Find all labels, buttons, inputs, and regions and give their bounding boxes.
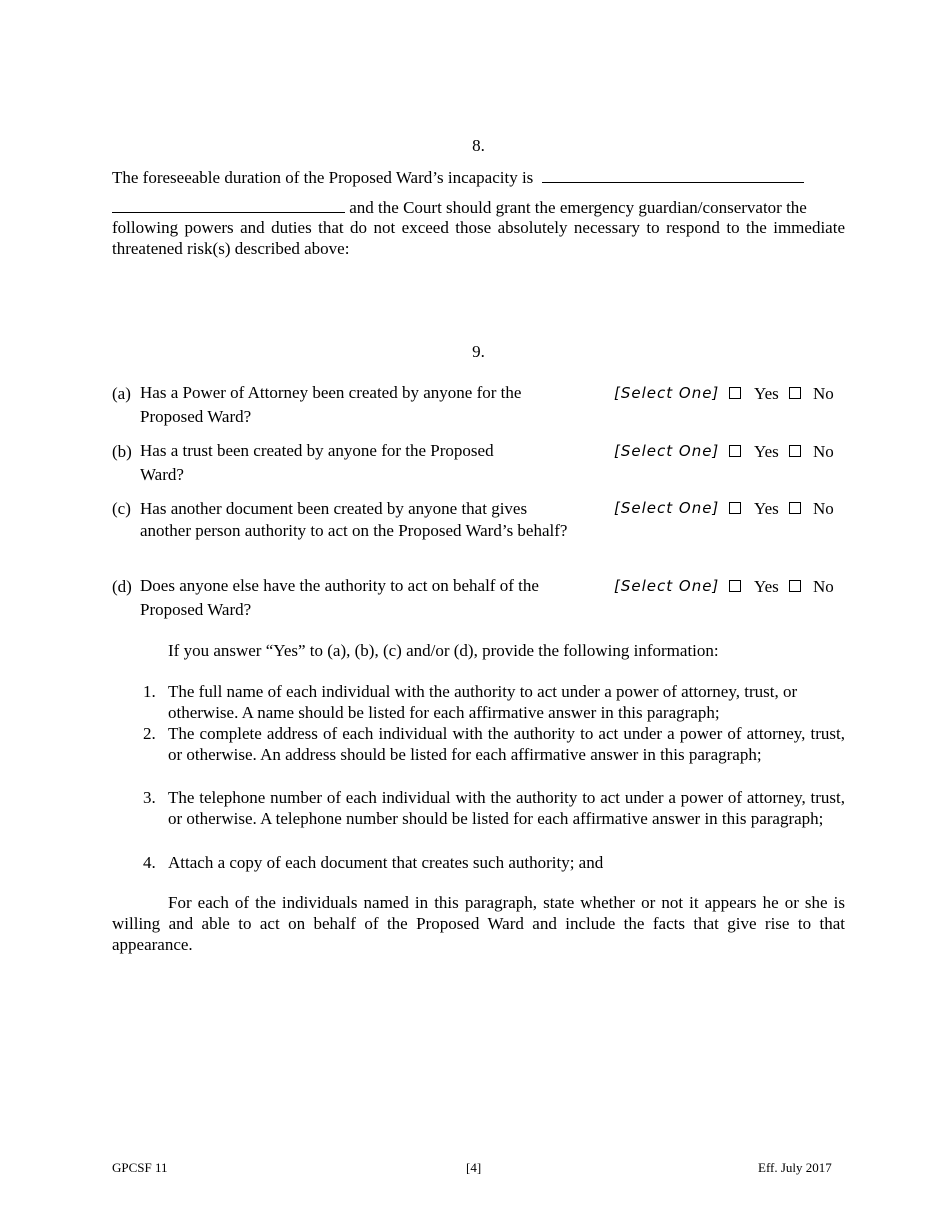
question-c-letter: (c) — [112, 499, 131, 518]
list-item-text: Attach a copy of each document that creates such authority; and — [168, 853, 604, 872]
question-a-letter: (a) — [112, 384, 131, 403]
list-item — [112, 787, 845, 850]
question-d-yes-label: Yes — [754, 577, 779, 596]
section-9-number: 9. — [472, 342, 485, 361]
question-c-no-label: No — [813, 499, 834, 518]
question-d-no-label: No — [813, 577, 834, 596]
question-d-no-checkbox[interactable] — [789, 580, 801, 592]
list-item-number: 2. — [143, 724, 156, 743]
section-8-line-2 — [112, 196, 845, 217]
question-c-no-checkbox[interactable] — [789, 502, 801, 514]
question-d-letter: (d) — [112, 577, 132, 596]
question-a-yes-checkbox[interactable] — [729, 387, 741, 399]
duration-label: The foreseeable duration of the Proposed Ward’s incapacity is — [112, 168, 534, 187]
question-b-text: Has a trust been created by anyone for the Proposed Ward? — [140, 441, 494, 484]
question-a-text: Has a Power of Attorney been created by anyone for the Proposed Ward? — [140, 383, 522, 426]
question-b-letter: (b) — [112, 442, 132, 461]
list-item-number: 3. — [143, 788, 156, 807]
list-item-text: The telephone number of each individual with the authority to act under a power of attorney, trust, or otherwise. A telephone number should be listed for each affirmative answer in this paragraph; — [168, 788, 845, 828]
question-c-text: Has another document been created by anyone that gives another person authority to act on the Proposed Ward’s behalf? — [140, 499, 568, 540]
question-a-no-checkbox[interactable] — [789, 387, 801, 399]
section-8-line-1 — [112, 166, 845, 187]
list-item — [112, 723, 845, 786]
duration-input-line[interactable] — [542, 166, 804, 183]
question-c-row — [112, 498, 845, 568]
question-c-yes-label: Yes — [754, 499, 779, 518]
list-item — [112, 681, 845, 723]
duration-input-line-continued[interactable] — [112, 196, 345, 213]
question-d-row — [112, 576, 845, 636]
question-b-row — [112, 441, 845, 501]
list-item — [112, 852, 845, 873]
footer-form-id: GPCSF 11 — [112, 1160, 168, 1175]
question-d-yes-checkbox[interactable] — [729, 580, 741, 592]
question-c-select[interactable]: [Select One] — [614, 499, 720, 517]
question-b-yes-label: Yes — [754, 442, 779, 461]
question-c-yes-checkbox[interactable] — [729, 502, 741, 514]
question-a-yes-label: Yes — [754, 384, 779, 403]
footer-page-number: [4] — [466, 1160, 482, 1175]
section-8-number: 8. — [472, 136, 485, 155]
question-b-yes-checkbox[interactable] — [729, 445, 741, 457]
closing-paragraph: For each of the individuals named in this paragraph, state whether or not it appears he or she is willing and able to act on behalf of the Proposed Ward and include the facts that give rise to that appearance. — [112, 893, 845, 954]
question-b-select[interactable]: [Select One] — [614, 442, 720, 460]
powers-duties-text: following powers and duties that do not exceed those absolutely necessary to respond to the immediate threatened risk(s) described above: — [112, 218, 845, 258]
question-d-text: Does anyone else have the authority to act on behalf of the Proposed Ward? — [140, 576, 539, 619]
footer-effective-date: Eff. July 2017 — [758, 1160, 832, 1175]
question-a-select[interactable]: [Select One] — [614, 384, 720, 402]
yes-instruction: If you answer “Yes” to (a), (b), (c) and/or (d), provide the following information: — [168, 641, 719, 660]
list-item-text: The complete address of each individual with the authority to act under a power of attorney, trust, or otherwise. An address should be listed for each affirmative answer in this paragraph; — [168, 724, 845, 764]
list-item-number: 4. — [143, 853, 156, 872]
question-d-select[interactable]: [Select One] — [614, 577, 720, 595]
powers-intro-text: and the Court should grant the emergency guardian/conservator the — [349, 198, 807, 217]
list-item-number: 1. — [143, 682, 156, 701]
question-b-no-checkbox[interactable] — [789, 445, 801, 457]
question-b-no-label: No — [813, 442, 834, 461]
list-item-text: The full name of each individual with the authority to act under a power of attorney, trust, or otherwise. A name should be listed for each affirmative answer in this paragraph; — [168, 682, 798, 722]
question-a-no-label: No — [813, 384, 834, 403]
question-a-row — [112, 383, 845, 443]
